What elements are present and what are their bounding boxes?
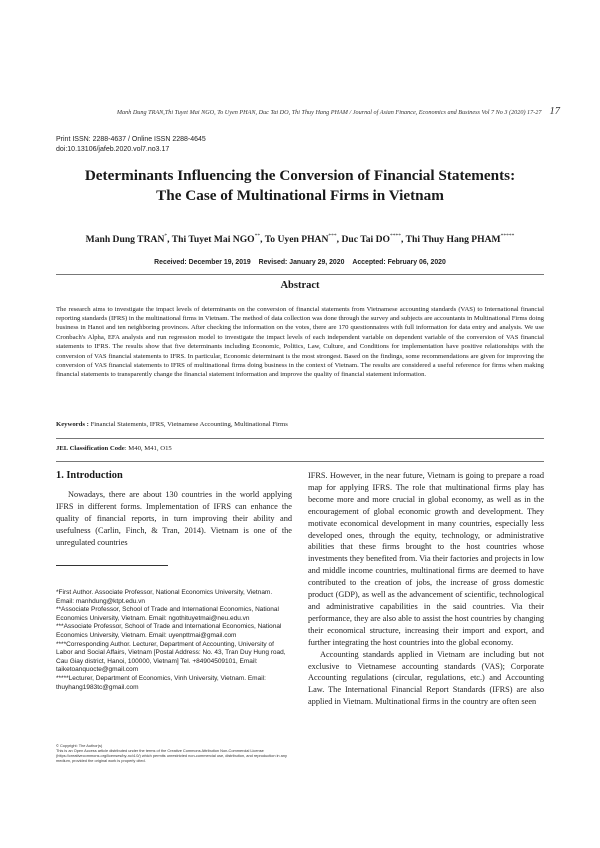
author-mark: ** bbox=[254, 233, 261, 239]
footnote: *****Lecturer, Department of Economics, Vinh University, Vietnam. Email: thuyhang1983tc@gmail.com bbox=[56, 674, 266, 691]
author-mark: ***** bbox=[500, 233, 515, 239]
footnote: **Associate Professor, School of Trade and International Economics, National Economics University, Vietnam. Email: ngothituyetmai@neu.edu.vn bbox=[56, 606, 279, 622]
left-column bbox=[56, 470, 292, 549]
copyright-line: © Copyright: The Author(s) bbox=[56, 743, 103, 748]
accepted-date: Accepted: February 06, 2020 bbox=[352, 259, 446, 266]
keywords-label: Keywords : bbox=[56, 421, 89, 428]
author-name: Duc Tai DO bbox=[341, 234, 390, 245]
divider bbox=[56, 274, 544, 275]
author-mark: **** bbox=[389, 233, 401, 239]
divider bbox=[56, 438, 544, 439]
right-column bbox=[308, 470, 544, 708]
keywords-value: Financial Statements, IFRS, Vietnamese Accounting, Multinational Firms bbox=[88, 421, 288, 428]
divider bbox=[56, 461, 544, 462]
author-separator: , bbox=[336, 234, 342, 245]
jel-label: JEL Classification Code bbox=[56, 445, 125, 452]
paper-title bbox=[40, 166, 560, 206]
jel-codes bbox=[56, 445, 544, 452]
revised-date: Revised: January 29, 2020 bbox=[258, 259, 345, 266]
issn-line: Print ISSN: 2288-4637 / Online ISSN 2288-4645 bbox=[56, 136, 206, 143]
title-line-2: The Case of Multinational Firms in Vietnam bbox=[156, 187, 444, 204]
running-head-text: Manh Dung TRAN,Thi Tuyet Mai NGO, To Uyen PHAN, Duc Tai DO, Thi Thuy Hang PHAM / Journal of Asian Finance, Economics and Business Vol 7 No 3 (2020) 17-27 bbox=[116, 109, 542, 116]
author-mark: * bbox=[164, 233, 168, 239]
author-footnotes bbox=[56, 589, 292, 692]
received-date: Received: December 19, 2019 bbox=[154, 259, 251, 266]
author-list bbox=[40, 233, 560, 245]
page-number: 17 bbox=[549, 106, 560, 117]
issn-block bbox=[56, 135, 206, 154]
author-name: To Uyen PHAN bbox=[264, 234, 329, 245]
doi-line: doi:10.13106/jafeb.2020.vol7.no3.17 bbox=[56, 145, 170, 153]
title-line-1: Determinants Influencing the Conversion of Financial Statements: bbox=[84, 167, 516, 184]
body-paragraph: Nowadays, there are about 130 countries in the world applying IFRS in different forms. Implementation of IFRS can enhance the quality of financial reports, in turn improving their ability and usefulness (Carlin, Finch, & Tran, 2014). Vietnam is one of the unregulated countries bbox=[56, 490, 292, 547]
author-name: Thi Thuy Hang PHAM bbox=[405, 234, 501, 245]
keywords bbox=[56, 421, 544, 428]
footnote-rule bbox=[56, 565, 168, 566]
abstract-heading: Abstract bbox=[280, 280, 320, 291]
jel-value: : M40, M41, O15 bbox=[124, 445, 172, 452]
footnote: *First Author. Associate Professor, National Economics University, Vietnam. Email: manhdung@ktpt.edu.vn bbox=[56, 589, 273, 605]
author-separator: , bbox=[260, 234, 265, 245]
body-paragraph: IFRS. However, in the near future, Vietnam is going to prepare a road map for applying IFRS. The role that multinational firms play has become more and more crucial in global economy, as well as in the encouragement of global economic growth and development. They motivate economical development in many countries, especially less developed ones, through the equity, technology, or administrative abilities that these firms brought to the host countries whose investments they benefited from. Via their factories and projects in low and middle income countries, multinational firms are deemed to have contributed to the creation of jobs, the increase of gross domestic product (GDP), as well as the advancement of scientific, technological and administrative capabilities in the said countries. Via their performance, they are also able to assist the host countries by changing their economical structure, increasing their import and export, and further integrating the host countries into the global economy. bbox=[308, 471, 544, 647]
submission-dates bbox=[40, 259, 560, 266]
footnote: ***Associate Professor, School of Trade and International Economics, National Economics University, Vietnam. Email: uyenpttmai@gmail.com bbox=[56, 623, 282, 639]
license-text: This is an Open Access article distributed under the terms of the Creative Commons Attribution Non-Commercial License (https://creativecommons.org/licenses/by-nc/4.0/) which permits unrestricted non-commercial use, distribution, and reproduction in any medium, provided the original work is properly cited. bbox=[56, 748, 287, 763]
author-mark: *** bbox=[328, 233, 337, 239]
author-name: Manh Dung TRAN bbox=[85, 234, 165, 245]
author-name: Thi Tuyet Mai NGO bbox=[171, 234, 255, 245]
section-heading: 1. Introduction bbox=[56, 470, 123, 481]
running-head bbox=[40, 106, 560, 120]
footnote: ****Corresponding Author. Lecturer, Department of Accounting, University of Labor and Social Affairs, Vietnam [Postal Address: No. 43, Tran Duy Hung road, Cau Giay district, Hanoi, 100000, Vietnam] Tel. +84904509101, Email: taiketoanquocte@gmail.com bbox=[56, 640, 286, 674]
author-separator: , bbox=[167, 234, 172, 245]
license-notice bbox=[56, 743, 292, 763]
body-paragraph: Accounting standards applied in Vietnam are including but not exclusive to Vietnamese accounting standards (VAS); Corporate Accounting regulations (circular, regulations, etc.) and Accounting Law. The International Financial Report Standards (IFRS) are also applied in Vietnam. Multinational firms in the country are often seen bbox=[308, 649, 544, 707]
author-separator: , bbox=[400, 234, 406, 245]
abstract-text: The research aims to investigate the impact levels of determinants on the conversion of financial statements from Vietnamese accounting standards (VAS) to International financial reporting standards (IFRS) in the multinational firms in Vietnam. The method of data collection was done through the survey and subjects are accountants in Multinational Firms doing business in Hanoi and ten neighboring provinces. After checking the information on the votes, there are 170 questionnaires with full information for data entry and analysis. We use Cronbach's Alpha, EFA analysis and run regression model to investigate the impact levels of each independent variable on dependent variable of the conversion of VAS financial statements to IFRS. The results show that five determinants including Economic, Politics, Law, Culture, and Conditions for implementation have positive relationships with the conversion of VAS financial statements to IFRS. In particular, Economic determinant is the most strongest. Based on the findings, some recommendations are given for improving the conversion of VAS financial statements to IFRS of multinational firms doing business in the context of Vietnam. The results are considered a useful reference for firms when making financial statements to transparently change the financial statement information and improve the quality of financial statement information. bbox=[56, 305, 544, 379]
